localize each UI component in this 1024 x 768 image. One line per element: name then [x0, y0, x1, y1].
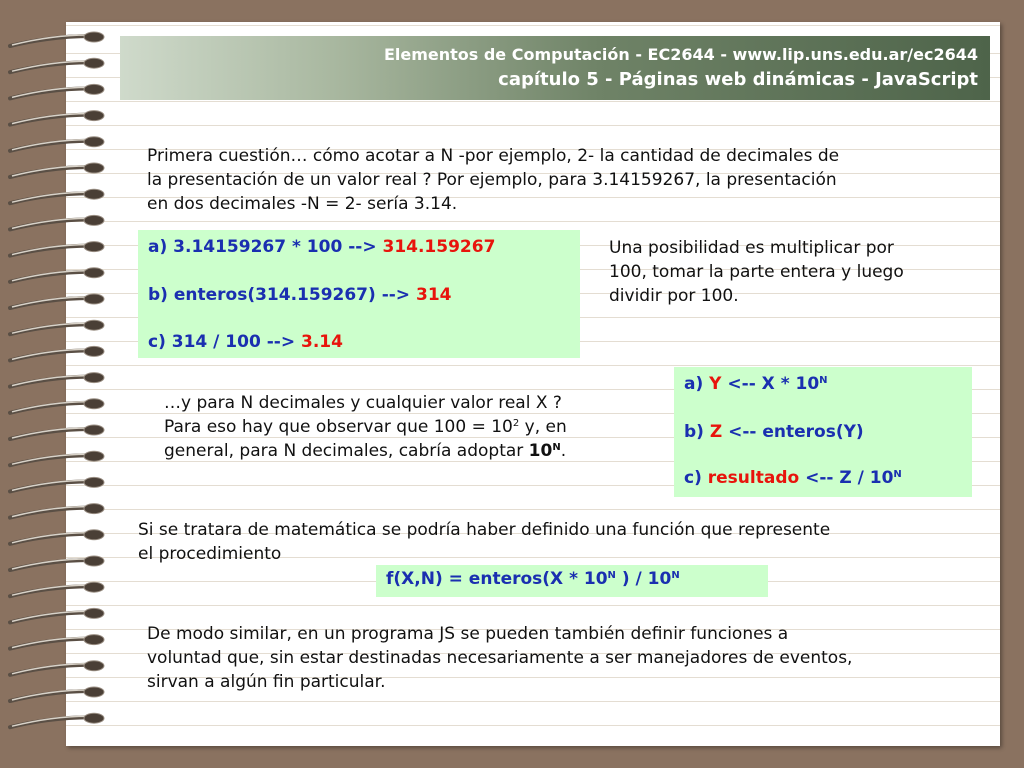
posibilidad-paragraph: [609, 236, 989, 308]
spiral-ring: [10, 530, 104, 544]
general-step-c: c) resultado <-- Z / $10^N$: [684, 468, 902, 488]
spiral-ring: [10, 635, 104, 649]
step-c-result: 3.14: [300, 332, 343, 352]
ndecimales-paragraph: [164, 391, 664, 463]
intro-line: Primera cuestión… cómo acotar a N -por ejemplo, 2- la cantidad de decimales de: [147, 146, 840, 166]
slide-header: [120, 36, 990, 100]
spiral-ring: [10, 111, 104, 125]
spiral-ring: [10, 215, 104, 229]
spiral-ring: [10, 58, 104, 72]
formula: f(X,N) = enteros(X * $10^N$ ) / $10^N$: [386, 569, 680, 589]
steps-box-general: [674, 367, 972, 497]
course-title: Elementos de Computación - EC2644 - www.lip.uns.edu.ar/ec2644: [383, 45, 978, 64]
step-b-result: 314: [415, 285, 452, 305]
matematica-line: Si se tratara de matemática se podría haber definido una función que represente: [138, 520, 831, 540]
step-b: b) enteros(314.159267) --> 314: [148, 285, 452, 305]
posibilidad-line: dividir por 100.: [609, 286, 739, 306]
step-a-result: 314.159267: [382, 237, 496, 257]
spiral-ring: [10, 687, 104, 701]
spiral-ring: [10, 163, 104, 177]
spiral-ring: [10, 294, 104, 308]
spiral-ring: [10, 556, 104, 570]
steps-box-numeric: [138, 230, 580, 358]
spiral-ring: [10, 32, 104, 46]
intro-line: en dos decimales -N = 2- sería 3.14.: [147, 194, 458, 214]
spiral-ring: [10, 268, 104, 282]
matematica-line: el procedimiento: [138, 544, 282, 564]
spiral-ring: [10, 582, 104, 596]
similar-line: sirvan a algún fin particular.: [147, 672, 386, 692]
spiral-ring: [10, 504, 104, 518]
spiral-ring: [10, 399, 104, 413]
spiral-ring: [10, 425, 104, 439]
step-c: c) 314 / 100 --> 3.14: [148, 332, 343, 352]
chapter-title: capítulo 5 - Páginas web dinámicas - JavaScript: [498, 69, 978, 90]
spiral-ring: [10, 84, 104, 98]
ndecimales-line: Para eso hay que observar que $100 = 10^2$ y, en: [164, 417, 567, 437]
intro-line: la presentación de un valor real ? Por ejemplo, para 3.14159267, la presentación: [147, 170, 837, 190]
similar-line: De modo similar, en un programa JS se pueden también definir funciones a: [147, 624, 789, 644]
spiral-ring: [10, 608, 104, 622]
posibilidad-line: Una posibilidad es multiplicar por: [609, 238, 894, 258]
spiral-ring: [10, 242, 104, 256]
similar-paragraph: [147, 622, 997, 694]
step-a: a) 3.14159267 * 100 --> 314.159267: [148, 237, 496, 257]
spiral-ring: [10, 661, 104, 675]
general-step-a: a) Y <-- X * $10^N$: [684, 374, 828, 394]
matematica-paragraph: [138, 518, 988, 566]
spiral-ring: [10, 320, 104, 334]
general-step-b: b) Z <-- enteros(Y): [684, 422, 864, 442]
posibilidad-line: 100, tomar la parte entera y luego: [609, 262, 904, 282]
ndecimales-line: …y para N decimales y cualquier valor real X ?: [164, 393, 562, 413]
spiral-ring: [10, 451, 104, 465]
spiral-ring: [10, 713, 104, 727]
spiral-ring: [10, 373, 104, 387]
similar-line: voluntad que, sin estar destinadas necesariamente a ser manejadores de eventos,: [147, 648, 853, 668]
spiral-ring: [10, 189, 104, 203]
spiral-ring: [10, 477, 104, 491]
formula-box: [376, 565, 768, 597]
spiral-ring: [10, 346, 104, 360]
spiral-ring: [10, 137, 104, 151]
intro-paragraph: [147, 144, 987, 216]
spiral-binding: [0, 22, 110, 746]
ndecimales-line: general, para N decimales, cabría adoptar $10^N$.: [164, 441, 567, 461]
